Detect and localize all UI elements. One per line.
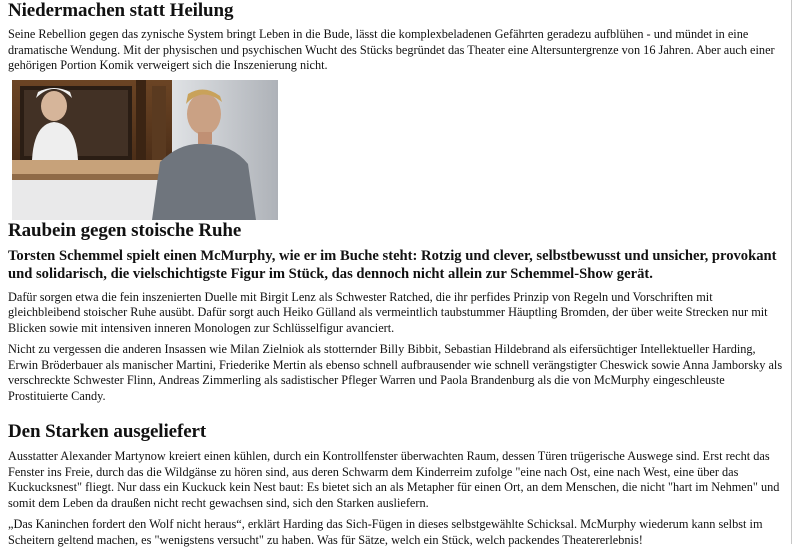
- paragraph-duelle: Dafür sorgen etwa die fein inszenierten Duelle mit Birgit Lenz als Schwester Ratched, die ihr perfides Prinzip von Regeln und Vorschriften mit gleichbleibend stoischer Ruhe ausübt. Dafür sorgt auch Heiko Gülland als vermeintlich taubstummer Häuptling Bromden, der über weite Strecken nur mit Blicken sowie mit intensiven inneren Monologen zur Schlüsselfigur avanciert.: [8, 289, 768, 335]
- paragraph-kaninchen: „Das Kaninchen fordert den Wolf nicht heraus“, erklärt Harding das Sich-Fügen in dieses selbstgewählte Schicksal. McMurphy wiederum kann selbst im Scheitern geltend machen, es "wenigstens versucht" zu haben. Was für Sätze, welch ein Stück, welch packendes Theatererlebnis!: [8, 517, 763, 547]
- paragraph-raum: Ausstatter Alexander Martynow kreiert einen kühlen, durch ein Kontrollfenster überwachten Raum, dessen Türen trügerische Auswege sind. Erst recht das Fenster ins Freie, durch das die Wildgänse zu hören sind, aus deren Schwarm dem Kinderreim zufolge "eine nach Ost, eine nach West, eine über das Kuckucksnest" fliegt. Nur dass ein Kuckuck kein Nest baut: Es bietet sich an als Metapher für einen Ort, an dem Menschen, die nicht "hart im Nehmen" und somit dem Leben da draußen nicht recht gewachsen sind, sich den Starken ausliefern.: [8, 449, 780, 510]
- paragraph-rebellion: Seine Rebellion gegen das zynische System bringt Leben in die Bude, lässt die komplexbeladenen Gefährten geradezu aufblühen - und mündet in eine dramatische Wendung. Mit der physischen und psychischen Wucht des Stücks begründet das Theater eine Altersuntergrenze von 16 Jahren. Aber auch einer gehörigen Portion Komik verweigert sich die Inszenierung nicht.: [8, 27, 775, 72]
- theater-photo: [12, 80, 278, 220]
- lead-paragraph-schemmel: Torsten Schemmel spielt einen McMurphy, wie er im Buche steht: Rotzig und clever, selbstbewusst und unsicher, provokant und solidarisch, die vielschichtigste Figur im Stück, das dennoch nicht allein zur Schemmel-Show gerät.: [8, 247, 777, 282]
- section-heading-starken: Den Starken ausgeliefert: [8, 421, 207, 442]
- paragraph-insassen: Nicht zu vergessen die anderen Insassen wie Milan Zielniok als stotternder Billy Bibbit, Sebastian Hildebrand als eifersüchtiger Intellektueller Harding, Erwin Bröderbauer als manischer Martini, Friederike Mertin als ebenso schnell aufbrausender wie schnell verängstigter Cheswick sowie Anna Jamborsky als verschreckte Schwester Flinn, Andreas Zimmerling als sadistischer Pfleger Warren und Paola Brandenburg als die von McMurphy eingeschleuste Prostituierte Candy.: [8, 342, 783, 403]
- section-heading-niedermachen: Niedermachen statt Heilung: [8, 0, 234, 21]
- theater-scene-illustration: [12, 80, 278, 220]
- section-heading-raubein: Raubein gegen stoische Ruhe: [8, 219, 242, 241]
